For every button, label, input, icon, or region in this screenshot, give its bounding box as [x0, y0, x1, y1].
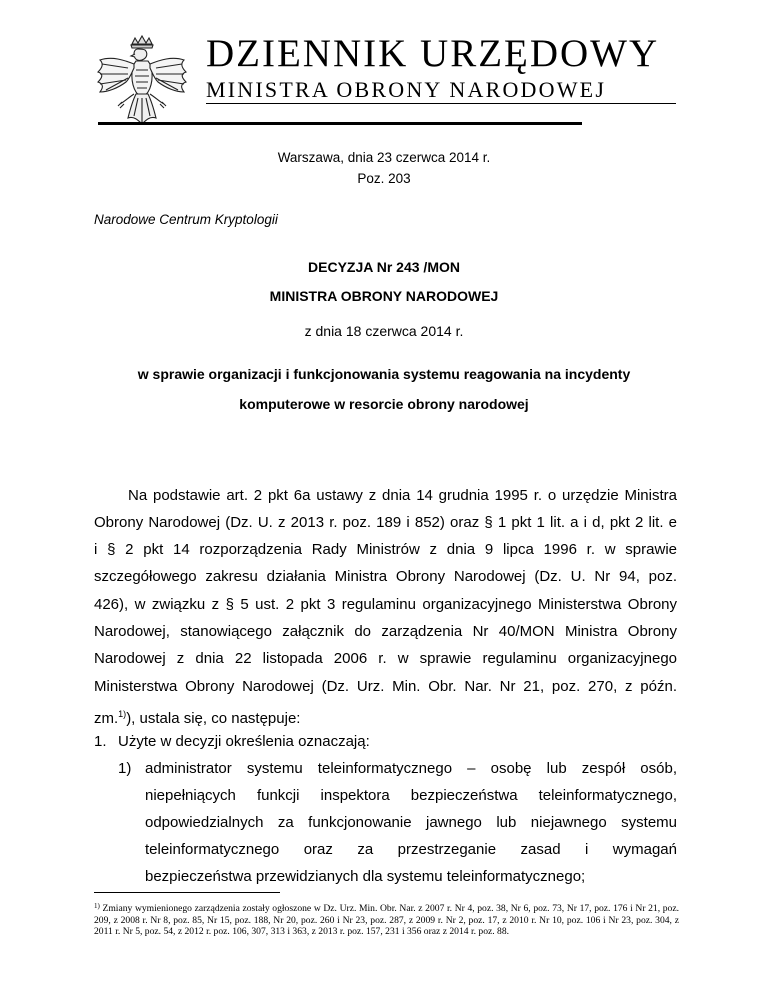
section1-text: Użyte w decyzji określenia oznaczają:	[118, 733, 370, 750]
footnote-reference[interactable]: 1)	[118, 709, 127, 719]
footnote	[94, 901, 679, 938]
preamble-line1: Na podstawie art. 2 pkt 6a ustawy z dnia 14 grudnia 1995 r. o urzędzie Ministra	[128, 487, 677, 504]
item1-line2: niepełniących funkcji inspektora bezpieczeństwa teleinformatycznego,	[145, 787, 677, 804]
place-date: Warszawa, dnia 23 czerwca 2014 r.	[277, 150, 491, 165]
preamble-line9-end: ), ustala się, co następuje:	[126, 710, 301, 727]
decision-authority: MINISTRA OBRONY NARODOWEJ	[269, 288, 499, 304]
masthead	[94, 28, 679, 128]
masthead-subtitle: MINISTRA OBRONY NARODOWEJ	[206, 77, 607, 102]
issuer: Narodowe Centrum Kryptologii	[94, 212, 278, 227]
section1-number: 1.	[94, 733, 107, 750]
item1-line4: teleinformatycznego oraz za przestrzeganie zasad i wymagań	[145, 841, 677, 858]
preamble-line2: Obrony Narodowej (Dz. U. z 2013 r. poz. 189 i 852) oraz § 1 pkt 1 lit. a i d, pkt 2 lit. e	[94, 514, 677, 531]
masthead-underline	[98, 122, 582, 125]
item1-number: 1)	[118, 760, 132, 777]
item1-line3: odpowiedzialnych za funkcjonowanie jawnego lub niejawnego systemu	[145, 814, 677, 831]
preamble-line9	[94, 705, 300, 728]
polish-eagle-emblem-icon	[94, 34, 190, 126]
position-number: Poz. 203	[357, 171, 411, 186]
item1-line1: administrator systemu teleinformatycznego – osobę lub zespół osób,	[145, 760, 677, 777]
footnote-marker: 1)	[94, 902, 100, 910]
preamble-line4: szczegółowego zakresu działania Ministra Obrony Narodowej (Dz. U. Nr 94, poz.	[94, 568, 677, 585]
preamble-line7: Narodowej z dnia 22 listopada 2006 r. w sprawie regulaminu organizacyjnego	[94, 650, 677, 667]
masthead-divider	[206, 103, 676, 104]
preamble-line9-start: zm.	[94, 710, 119, 727]
decision-number: DECYZJA Nr 243 /MON	[308, 259, 460, 275]
footnote-separator	[94, 892, 280, 893]
preamble-line3: i § 2 pkt 14 rozporządzenia Rady Ministrów z dnia 9 lipca 1996 r. w sprawie	[94, 541, 677, 558]
preamble-line8: Ministerstwa Obrony Narodowej (Dz. Urz. Min. Obr. Nar. Nr 21, poz. 270, z późn.	[94, 678, 677, 695]
footnote-text: Zmiany wymienionego zarządzenia zostały ogłoszone w Dz. Urz. Min. Obr. Nar. z 2007 r. Nr 4, poz. 38, Nr 6, poz. 73, Nr 17, poz. 176 i Nr 21, poz. 209, z 2008 r. Nr 8, poz. 85, Nr 15, poz. 188, Nr 20, poz. 260 i Nr 23, poz. 287, z 2009 r. Nr 2, poz. 17, z 2010 r. Nr 10, poz. 106 i Nr 23, poz. 304, z 2011 r. Nr 5, poz. 54, z 2012 r. poz. 106, 307, 313 i 363, z 2013 r. poz. 157, 231 i 356 oraz z 2014 r. poz. 88.	[94, 903, 680, 937]
item1-line5: bezpieczeństwa przewidzianych dla systemu teleinformatycznego;	[145, 868, 586, 885]
preamble-line6: Narodowej, stanowiącego załącznik do zarządzenia Nr 40/MON Ministra Obrony	[94, 623, 677, 640]
masthead-title: DZIENNIK URZĘDOWY	[206, 32, 660, 75]
decision-date: z dnia 18 czerwca 2014 r.	[304, 323, 464, 339]
decision-subject-line2: komputerowe w resorcie obrony narodowej	[239, 396, 529, 412]
decision-subject-line1: w sprawie organizacji i funkcjonowania systemu reagowania na incydenty	[137, 366, 631, 382]
preamble-line5: 426), w związku z § 5 ust. 2 pkt 3 regulaminu organizacyjnego Ministerstwa Obrony	[94, 596, 677, 613]
